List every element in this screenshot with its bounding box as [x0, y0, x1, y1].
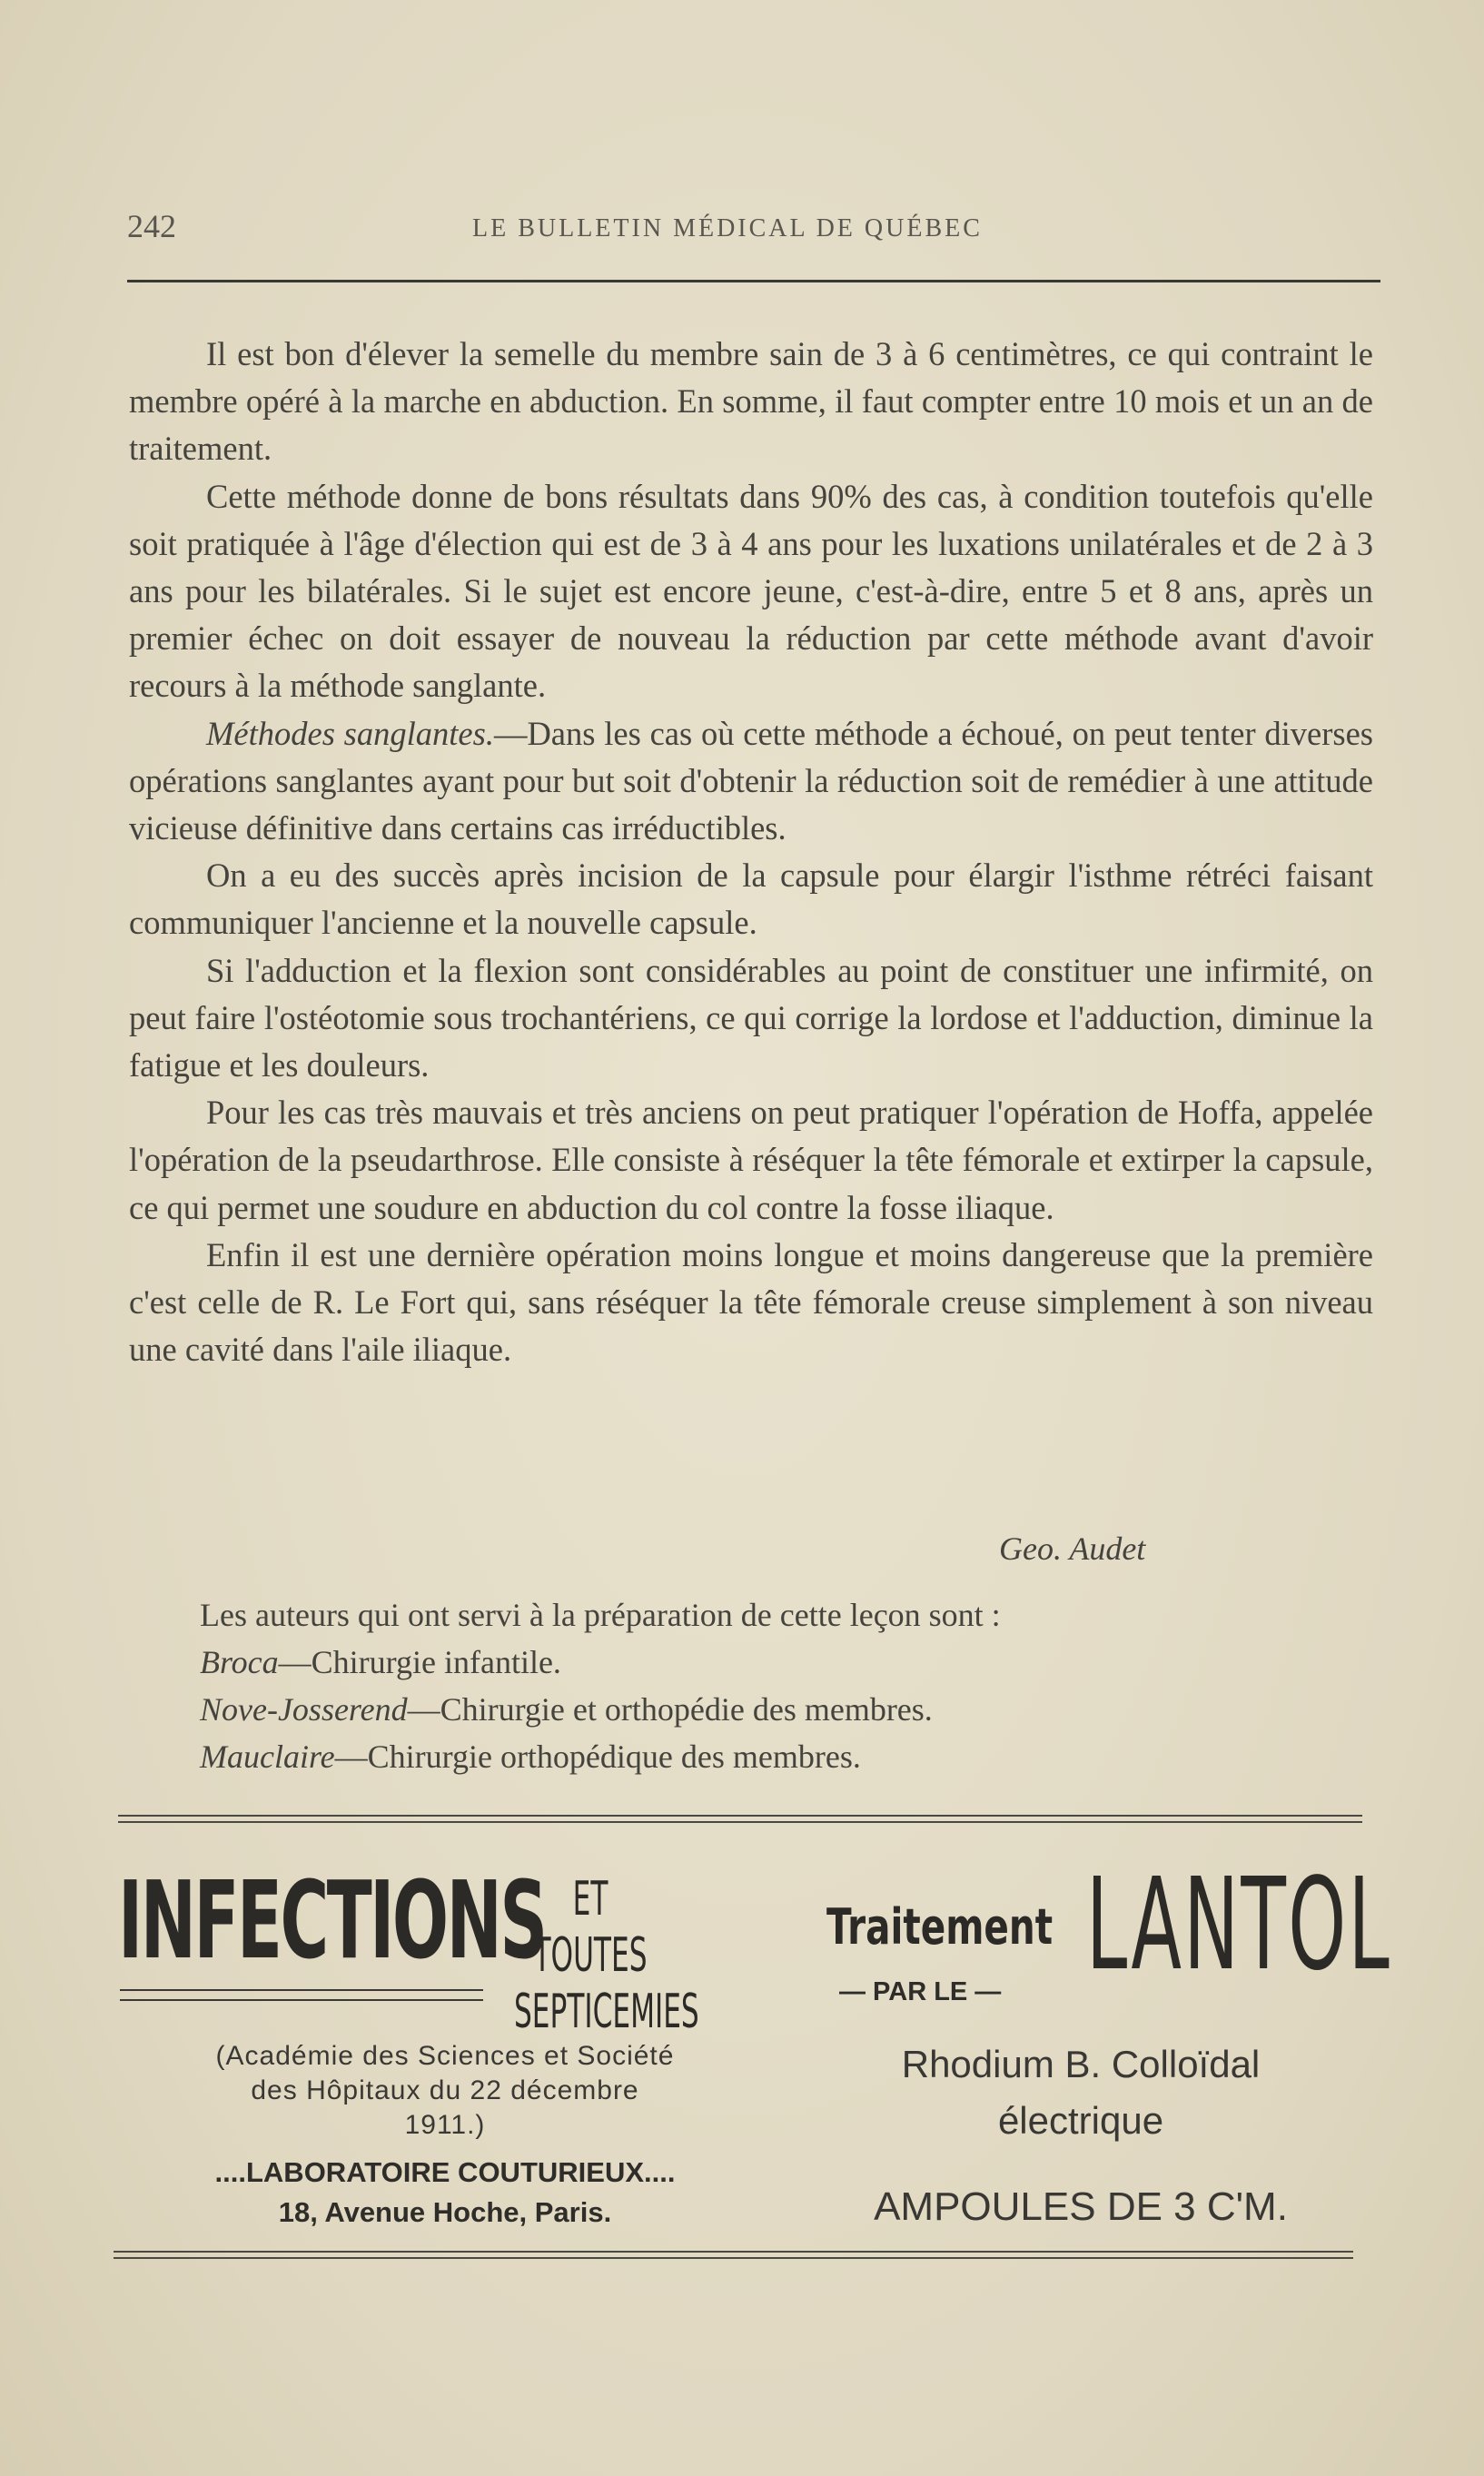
ad-product: [808, 2036, 1353, 2149]
paragraph: [129, 710, 1373, 853]
reference-item: [200, 1733, 1001, 1780]
paragraph: Si l'adduction et la flexion sont considérables au point de constituer une infirmité, on peut faire l'ostéotomie sous trochantériens, ce qui corrige la lordose et l'adduction, diminue la fatigue et les douleurs.: [129, 951, 1373, 1084]
ad-product-line: électrique: [997, 2099, 1164, 2142]
ad-note-line: (Académie des Sciences et Société: [215, 2041, 675, 2071]
ad-ampoules: AMPOULES DE 3 C'M.: [874, 2184, 1288, 2229]
article-body: [129, 331, 1373, 1373]
reference-item: [200, 1686, 1001, 1733]
author-signature: Geo. Audet: [999, 1530, 1146, 1567]
page-number: 242: [127, 208, 176, 244]
reference-author: Broca: [200, 1644, 279, 1680]
ad-subtitle-line: ET TOUTES: [533, 1872, 648, 1983]
paragraph: Enfin il est une dernière opération moins longue et moins dangereuse que la première c'est celle de R. Le Fort qui, sans réséquer la tête fémorale creuse simplement à son niveau une cavité dans l'aile iliaque.: [129, 1235, 1373, 1369]
reference-work: —Chirurgie et orthopédie des membres.: [407, 1691, 933, 1728]
reference-work: —Chirurgie infantile.: [278, 1644, 561, 1680]
ad-title-underline: [120, 1989, 483, 2001]
ad-academy-note: [136, 2039, 754, 2143]
ad-top-rule: [118, 1815, 1362, 1824]
header-rule: [127, 280, 1380, 282]
reference-work: —Chirurgie orthopédique des membres.: [334, 1738, 861, 1775]
ad-laboratory: [136, 2153, 754, 2233]
paragraph: On a eu des succès après incision de la capsule pour élargir l'isthme rétréci faisant communiquer l'ancienne et la nouvelle capsule.: [129, 857, 1373, 942]
ad-infections-title: INFECTIONS: [118, 1857, 546, 1983]
section-heading: Méthodes sanglantes.: [206, 714, 494, 752]
ad-note-line: 1911.): [404, 2110, 486, 2140]
references-intro: Les auteurs qui ont servi à la préparation de cette leçon sont :: [200, 1597, 1001, 1633]
ad-subtitle-line: SEPTICEMIES: [514, 1985, 699, 2039]
paragraph: Il est bon d'élever la semelle du membre sain de 3 à 6 centimètres, ce qui contraint le membre opéré à la marche en abduction. En somme, il faut compter entre 10 mois et un an de traitement.: [129, 335, 1373, 468]
ad-brand-lantol: LANTOL: [1086, 1851, 1392, 1999]
ad-par-le: — PAR LE —: [839, 1977, 1002, 2006]
ad-product-line: Rhodium B. Colloïdal: [901, 2043, 1261, 2085]
references: [200, 1591, 1001, 1780]
ad-lab-name: ....LABORATOIRE COUTURIEUX....: [214, 2156, 676, 2188]
reference-author: Mauclaire: [200, 1738, 335, 1775]
running-title: LE BULLETIN MÉDICAL DE QUÉBEC: [472, 214, 983, 243]
ad-infections-subtitle: [514, 1871, 699, 2040]
paragraph: Cette méthode donne de bons résultats dans 90% des cas, à condition toutefois qu'elle soit pratiquée à l'âge d'élection qui est de 3 à 4 ans pour les luxations unilatérales et de 2 à 3 ans pour les bilatérales. Si le sujet est encore jeune, c'est-à-dire, entre 5 et 8 ans, après un premier échec on doit essayer de nouveau la réduction par cette méthode avant d'avoir recours à la méthode sanglante.: [129, 477, 1373, 705]
reference-author: Nove-Josserend: [200, 1691, 408, 1728]
ad-bottom-rule: [114, 2251, 1353, 2260]
paragraph-text: —Dans les cas où cette méthode a échoué, on peut tenter diverses opérations sanglantes ayant pour but soit d'obtenir la réduction soit de remédier à une attitude vicieuse définitive dans certains cas irréductibles.: [129, 714, 1373, 847]
ad-lab-address: 18, Avenue Hoche, Paris.: [278, 2196, 612, 2228]
paragraph: Pour les cas très mauvais et très anciens on peut pratiquer l'opération de Hoffa, appelée l'opération de la pseudarthrose. Elle consiste à réséquer la tête fémorale et extirper la capsule, ce qui permet une soudure en abduction du col contre la fosse iliaque.: [129, 1094, 1373, 1226]
page-header: [127, 207, 1380, 262]
reference-item: [200, 1639, 1001, 1686]
ad-note-line: des Hôpitaux du 22 décembre: [251, 2075, 639, 2105]
ad-traitement: Traitement: [826, 1898, 1054, 1956]
